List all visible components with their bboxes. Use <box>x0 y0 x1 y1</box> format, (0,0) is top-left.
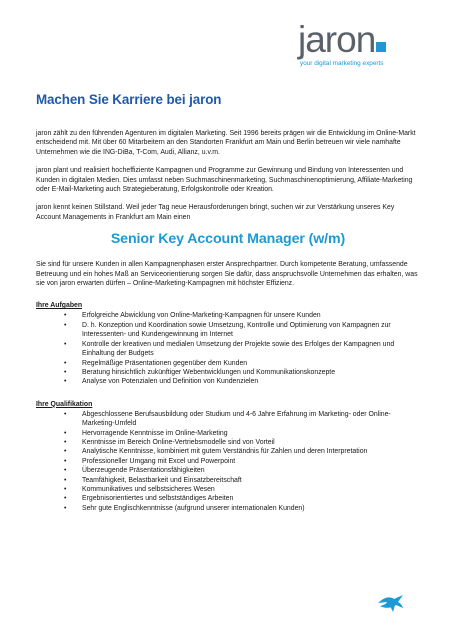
paragraph-1: jaron zählt zu den führenden Agenturen im digitalen Marketing. Seit 1996 bereits prägen wir die Entwicklung im Online-Markt entscheidend mit. Mit über 60 Mitarbeitern an den Standorten Frankfurt am Main und Berlin betreuen wir viele namhafte Unternehmen wie die ING-DiBa, T-Com, Audi, Allianz, u.v.m. <box>36 130 416 156</box>
paragraph-2: jaron plant und realisiert hocheffiziente Kampagnen und Programme zur Gewinnung und Bindung von Interessenten und Kunden in digitalen Medien. Dies umfasst neben Suchmaschinenmarketing, Suchmaschinenoptimierung, Affiliate-Marketing oder E-Mail-Marketing auch Strategieberatung, Erfolgskontrolle oder Kreation. <box>36 167 413 194</box>
list-item: • Analyse von Potenzialen und Definition von Kundenzielen <box>36 377 420 386</box>
list-item: • Sehr gute Englischkenntnisse (aufgrund unserer internationalen Kunden) <box>36 504 420 513</box>
logo-tagline: your digital marketing experts <box>300 60 384 67</box>
list-item: • Erfolgreiche Abwicklung von Online-Marketing-Kampagnen für unsere Kunden <box>36 311 420 320</box>
list-item: • Überzeugende Präsentationsfähigkeiten <box>36 466 420 475</box>
list-item: • Ergebnisorientiertes und selbstständiges Arbeiten <box>36 494 420 503</box>
qualifications-heading: Ihre Qualifikation <box>36 400 93 408</box>
list-item: • Analytische Kenntnisse, kombiniert mit gutem Verständnis für Zahlen und deren Interpretation <box>36 447 420 456</box>
page-heading: Machen Sie Karriere bei jaron <box>36 92 222 107</box>
list-item: • Kontrolle der kreativen und medialen Umsetzung der Projekte sowie des Erfolges der Kampagnen und Einhaltung der Budgets <box>36 340 420 359</box>
list-item: • Professioneller Umgang mit Excel und Powerpoint <box>36 457 420 466</box>
tasks-list <box>36 311 420 386</box>
list-item: • Abgeschlossene Berufsausbildung oder Studium und 4-6 Jahre Erfahrung im Marketing- oder Online-Marketing-Umfeld <box>36 410 420 429</box>
logo-wordmark <box>298 19 426 60</box>
qualifications-list <box>36 410 420 513</box>
logo-square-icon <box>376 42 386 52</box>
tasks-heading: Ihre Aufgaben <box>36 302 83 310</box>
jaron-logo <box>298 19 426 67</box>
list-item: • Beratung hinsichtlich zukünftiger Webentwicklungen und Kommunikationskonzepte <box>36 368 420 377</box>
logo-name: jaron <box>298 19 376 60</box>
paragraph-3: jaron kennt keinen Stillstand. Weil jeder Tag neue Herausforderungen bringt, suchen wir zur Verstärkung unseres Key Account Managements in Frankfurt am Main einen <box>36 204 395 221</box>
list-item: • D. h. Konzeption und Koordination sowie Umsetzung, Kontrolle und Optimierung von Kampagnen zur Interessenten- und Kundengewinnung im Internet <box>36 321 420 340</box>
bird-logo-icon <box>376 593 406 613</box>
document-body <box>36 92 420 513</box>
list-item: • Hervorragende Kenntnisse im Online-Marketing <box>36 429 420 438</box>
list-item: • Kenntnisse im Bereich Online-Vertriebsmodelle sind von Vorteil <box>36 438 420 447</box>
list-item: • Teamfähigkeit, Belastbarkeit und Einsatzbereitschaft <box>36 476 420 485</box>
list-item: • Kommunikatives und selbstsicheres Wesen <box>36 485 420 494</box>
intro-paragraph: Sie sind für unsere Kunden in allen Kampagnenphasen erster Ansprechpartner. Durch kompetente Beratung, umfassende Betreuung und ein hohes Maß an Serviceorientierung sorgen Sie dafür, dass anspruchsvolle Unternehmen das erhalten, was sie von jaron erwarten dürfen – Online-Marketing-Kampagnen mit höchster Effizienz. <box>36 261 418 288</box>
list-item: • Regelmäßige Präsentationen gegenüber dem Kunden <box>36 359 420 368</box>
job-title: Senior Key Account Manager (w/m) <box>110 231 346 248</box>
